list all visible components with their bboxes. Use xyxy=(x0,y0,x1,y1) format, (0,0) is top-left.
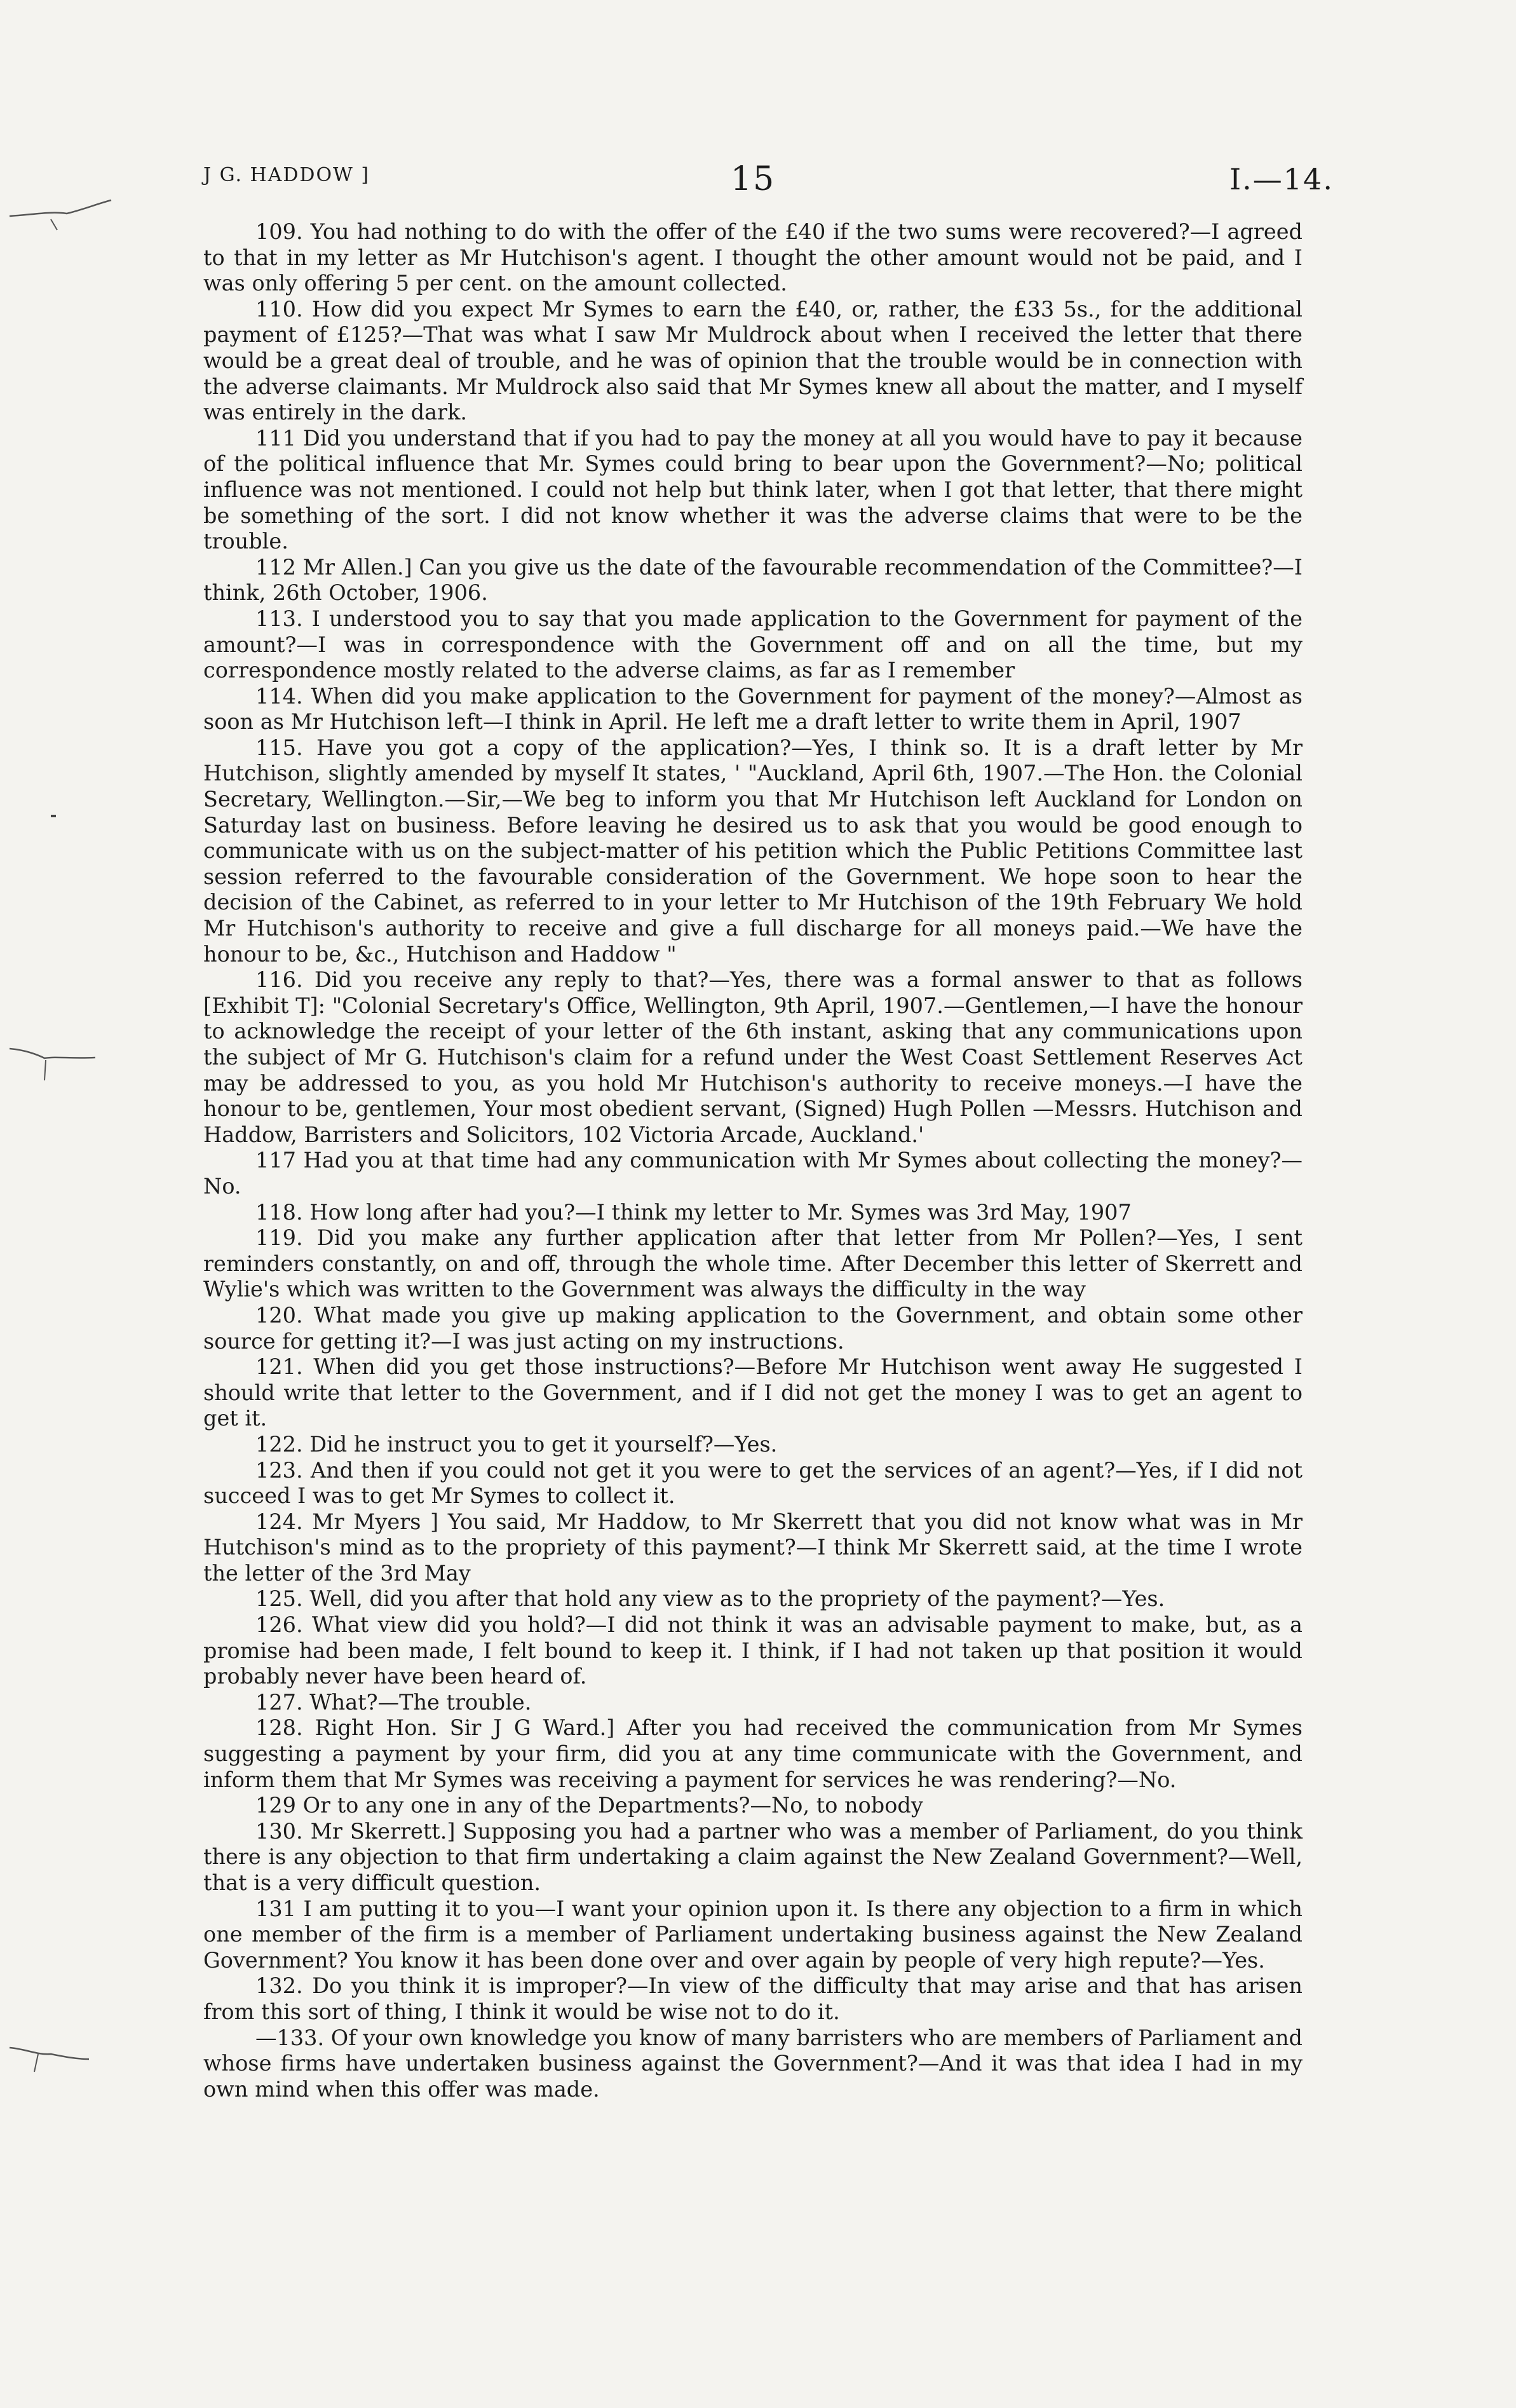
paragraph: 123. And then if you could not get it you were to get the services of an agent?—Yes, if I did not succeed I was to get Mr Symes to collect it. xyxy=(203,1457,1303,1509)
paragraph: 125. Well, did you after that hold any view as to the propriety of the payment?—Yes. xyxy=(255,1586,1165,1612)
paragraph: 121. When did you get those instructions?—Before Mr Hutchison went away He suggested I should write that letter to the Government, and if I did not get the money I was to get an agent to get it. xyxy=(203,1354,1303,1431)
margin-pencil-mark xyxy=(6,1036,102,1087)
paragraph: 111 Did you understand that if you had to pay the money at all you would have to pay it because of the political influence that Mr. Symes could bring to bear upon the Government?—No; political influence was not mentioned. I could not help but think later, when I got that letter, that there might be something of the sort. I did not know whether it was the adverse claims that were to be the trouble. xyxy=(203,425,1303,554)
paragraph: 126. What view did you hold?—I did not think it was an advisable payment to make, but, as a promise had been made, I felt bound to keep it. I think, if I had not taken up that position it would probably never have been heard of. xyxy=(203,1612,1303,1689)
paragraph: 114. When did you make application to the Government for payment of the money?—Almost as soon as Mr Hutchison left—I think in April. He left me a draft letter to write them in April, 1907 xyxy=(203,683,1303,735)
paragraph: 122. Did he instruct you to get it yourself?—Yes. xyxy=(255,1431,778,1457)
margin-dot xyxy=(51,815,57,819)
paragraph: 132. Do you think it is improper?—In view of the difficulty that may arise and that has arisen from this sort of thing, I think it would be wise not to do it. xyxy=(203,1973,1303,2024)
testimony-body xyxy=(203,219,1303,2102)
paragraph: 129 Or to any one in any of the Departments?—No, to nobody xyxy=(255,1793,923,1818)
paragraph: 120. What made you give up making application to the Government, and obtain some other source for getting it?—I was just acting on my instructions. xyxy=(203,1302,1303,1354)
margin-pencil-mark xyxy=(6,191,114,235)
document-reference: I.—14. xyxy=(1229,162,1334,196)
paragraph: 115. Have you got a copy of the application?—Yes, I think so. It is a draft letter by Mr Hutchison, slightly amended by myself It states, ' "Auckland, April 6th, 1907.—The Hon. the Colonial Secretary, Wellington.—Sir,—We beg to inform you that Mr Hutchison left Auckland for London on Saturday last on business. Before leaving he desired us to ask that you would be good enough to communicate with us on the subject-matter of his petition which the Public Petitions Committee last session referred to the favourable consideration of the Government. We hope soon to hear the decision of the Cabinet, as referred to in your letter to Mr Hutchison of the 19th February We hold Mr Hutchison's authority to receive and give a full discharge for all moneys paid.—We have the honour to be, &c., Hutchison and Haddow " xyxy=(203,735,1303,967)
paragraph: 124. Mr Myers ] You said, Mr Haddow, to Mr Skerrett that you did not know what was in Mr Hutchison's mind as to the propriety of this payment?—I think Mr Skerrett said, at the time I wrote the letter of the 3rd May xyxy=(203,1509,1303,1586)
paragraph: 116. Did you receive any reply to that?—Yes, there was a formal answer to that as follows [Exhibit T]: "Colonial Secretary's Office, Wellington, 9th April, 1907.—Gentlemen,—I have the honour to acknowledge the receipt of your letter of the 6th instant, asking that any communications upon the subject of Mr G. Hutchison's claim for a refund under the West Coast Settlement Reserves Act may be addressed to you, as you hold Mr Hutchison's authority to receive moneys.—I have the honour to be, gentlemen, Your most obedient servant, (Signed) Hugh Pollen —Messrs. Hutchison and Haddow, Barristers and Solicitors, 102 Victoria Arcade, Auckland.' xyxy=(203,967,1303,1147)
paragraph: 128. Right Hon. Sir J G Ward.] After you had received the communication from Mr Symes suggesting a payment by your firm, did you at any time communicate with the Government, and inform them that Mr Symes was receiving a payment for services he was rendering?—No. xyxy=(203,1715,1303,1792)
paragraph: 109. You had nothing to do with the offer of the £40 if the two sums were recovered?—I agreed to that in my letter as Mr Hutchison's agent. I thought the other amount would not be paid, and I was only offering 5 per cent. on the amount collected. xyxy=(203,219,1303,296)
paragraph: 131 I am putting it to you—I want your opinion upon it. Is there any objection to a firm in which one member of the firm is a member of Parliament undertaking business against the New Zealand Government? You know it has been done over and over again by people of very high repute?—Yes. xyxy=(203,1896,1303,1973)
paragraph: 117 Had you at that time had any communication with Mr Symes about collecting the money?—No. xyxy=(203,1148,1303,1199)
margin-pencil-mark xyxy=(6,2040,95,2078)
paragraph: 118. How long after had you?—I think my letter to Mr. Symes was 3rd May, 1907 xyxy=(255,1199,1132,1225)
paragraph: 130. Mr Skerrett.] Supposing you had a partner who was a member of Parliament, do you think there is any objection to that firm undertaking a claim against the New Zealand Government?—Well, that is a very difficult question. xyxy=(203,1818,1303,1895)
header-witness-name: J G. HADDOW ] xyxy=(203,164,370,186)
paragraph: —133. Of your own knowledge you know of many barristers who are members of Parliament and whose firms have undertaken business against the Government?—And it was that idea I had in my own mind when this offer was made. xyxy=(203,2025,1303,2102)
paragraph: 127. What?—The trouble. xyxy=(255,1689,532,1715)
paragraph: 119. Did you make any further application after that letter from Mr Pollen?—Yes, I sent reminders constantly, on and off, through the whole time. After December this letter of Skerrett and Wylie's which was written to the Government was always the difficulty in the way xyxy=(203,1225,1303,1302)
paragraph: 113. I understood you to say that you made application to the Government for payment of the amount?—I was in correspondence with the Government off and on all the time, but my correspondence mostly related to the adverse claims, as far as I remember xyxy=(203,606,1303,683)
paragraph: 110. How did you expect Mr Symes to earn the £40, or, rather, the £33 5s., for the additional payment of £125?—That was what I saw Mr Muldrock about when I received the letter that there would be a great deal of trouble, and he was of opinion that the trouble would be in connection with the adverse claimants. Mr Muldrock also said that Mr Symes knew all about the matter, and I myself was entirely in the dark. xyxy=(203,296,1303,425)
paragraph: 112 Mr Allen.] Can you give us the date of the favourable recommendation of the Committee?—I think, 26th October, 1906. xyxy=(203,554,1303,606)
page-number: 15 xyxy=(731,160,776,198)
